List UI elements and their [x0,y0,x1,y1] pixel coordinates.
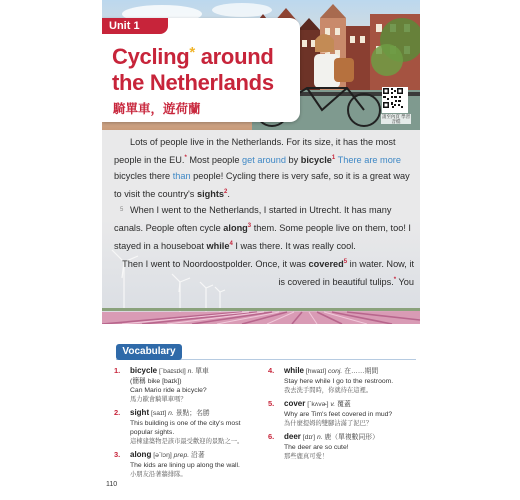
footnote-marker-star: * [184,155,187,161]
phrase-there-are-more: There are more [337,155,401,166]
title-line-2: the Netherlands [112,70,274,95]
p3-text-1: Then I went to Noordoostpolder. Once, it was [122,259,309,270]
vocabulary-part-of-speech: n. [168,410,174,417]
title-chinese: 騎單車，遊荷蘭 [113,102,201,116]
vocabulary-part-of-speech: prep. [173,452,190,459]
p1-text-5: bicycles there [114,171,173,182]
title-line-1 [112,44,274,70]
vocab-word-along: along [223,223,248,234]
vocabulary-pronunciation: [dɪr] [300,434,317,441]
vocabulary-entry [114,408,266,446]
p1-text-1: Lots of people live in the Netherlands. For its size, it has the most people in the EU. [114,137,396,166]
example-sentence: The kids are lining up along the wall. [130,462,240,469]
phrase-get-around: get around [242,155,286,166]
vocabulary-word: sight [130,408,150,417]
vocabulary-entry-heading [284,399,420,410]
example-sentence: Stay here while I go to the restroom. [284,378,394,385]
vocab-word-sights: sights [196,189,225,200]
vocab-word-while: while [206,241,230,252]
example-translation: 馬力歐會騎單車嗎？ [130,396,187,403]
vocabulary-translation: 覆蓋 [335,401,351,408]
footnote-marker-1: 1 [331,155,336,161]
p2-text-3: I was there. It was really cool. [232,241,356,252]
vocabulary-divider [116,359,416,360]
vocabulary-entry-number: 5. [268,399,275,408]
vocabulary-translation: 鹿（單複數同形） [322,434,379,441]
vocabulary-translation: 景點；名勝 [173,410,210,417]
vocabulary-part-of-speech: conj. [327,368,343,375]
vocabulary-word: while [284,366,305,375]
vocabulary-pronunciation: [hwaɪl] [304,368,328,375]
vocabulary-part-of-speech: n. [187,368,194,375]
vocabulary-word: deer [284,432,301,441]
vocabulary-entry-number: 4. [268,366,275,375]
example-translation: 那些鹿真可愛！ [284,453,329,460]
vocab-word-covered: covered [308,259,344,270]
footnote-marker-2: 2 [224,189,228,196]
example-translation: 我去洗手間時，你就待在這裡。 [284,387,373,394]
vocabulary-heading: Vocabulary [116,344,182,360]
paragraph-1 [114,134,414,202]
title-footnote-star: * [189,44,195,61]
p3-text-3: You [396,277,414,288]
vocabulary-entry-number: 6. [268,432,275,441]
title-card [102,18,300,122]
vocabulary-entry-heading [284,432,420,443]
vocabulary-entry-heading [284,366,420,377]
unit-label: Unit 1 [102,18,168,34]
vocabulary-entry-heading [130,408,266,419]
vocabulary-entry [114,450,266,479]
example-translation: 小朋友沿著牆排隊。 [130,471,187,478]
vocabulary-entry [114,366,266,404]
vocabulary-entry-heading [130,450,266,461]
paragraph-2 [114,202,414,254]
vocabulary-translation: 單車 [193,368,209,375]
vocabulary-part-of-speech: v. [330,401,336,408]
vocabulary-pronunciation: [ˋbaɪsɪkḷ] [157,368,188,375]
vocabulary-pronunciation: [əˋlɔŋ] [151,452,174,459]
paragraph-3 [114,254,414,290]
example-translation: 這棟建築物是該市最受歡迎的景點之一。 [130,438,244,445]
vocabulary-note: (簡稱 bike [baɪk]) [130,378,182,385]
vocabulary-part-of-speech: n. [316,434,323,441]
vocabulary-entry-number: 2. [114,408,121,417]
vocabulary-translation: 沿著 [189,452,205,459]
vocabulary-word: bicycle [130,366,158,375]
p1-text-6: people! Cycling there is very safe, so it is a great way to visit the country's [114,171,410,200]
vocabulary-column-left [114,366,266,483]
example-sentence: The deer are so cute! [284,444,349,451]
example-sentence: popular sights. [130,429,175,436]
footnote-marker-star-2: * [393,277,397,284]
reading-article [102,130,420,324]
line-number: 5 [120,207,124,213]
example-sentence: Why are Tim's feet covered in mud? [284,411,393,418]
title-word-cycling: Cycling [112,44,190,69]
p1-text-2: Most people [186,155,243,166]
vocabulary-word: along [130,450,152,459]
vocabulary-entry [268,366,420,395]
footnote-marker-4: 4 [229,241,233,248]
page-number: 110 [106,481,118,488]
vocabulary-word: cover [284,399,306,408]
vocabulary-translation: 在……期間 [342,368,379,375]
footnote-marker-5: 5 [343,259,348,265]
vocabulary-entry [268,399,420,428]
p2-text-2: them. Some people live on them, too! I stayed in a houseboat [114,223,411,252]
p1-text-7: . [227,189,230,200]
vocabulary-entry [268,432,420,461]
vocabulary-entry-number: 1. [114,366,121,375]
vocabulary-entry-heading [130,366,266,377]
vocabulary-pronunciation: [ˋkʌvɚ] [305,401,331,408]
example-sentence: This building is one of the city's most [130,420,241,427]
qr-caption: 請至內頁 學習音檔 [381,114,411,124]
header-photo [102,0,420,130]
footnote-marker-3: 3 [247,223,252,229]
example-sentence: Can Mario ride a bicycle? [130,387,207,394]
vocab-word-bicycle: bicycle [300,155,332,166]
phrase-than: than [172,171,191,182]
qr-code-icon[interactable] [382,87,408,113]
p3-text-2: in water. Now, it is covered in beautiful tulips. [278,259,414,288]
p1-text-3: by [285,155,301,166]
vocabulary-column-right [268,366,420,465]
vocabulary-pronunciation: [saɪt] [149,410,169,417]
p2-text-1: When I went to the Netherlands, I started in Utrecht. It has many canals. People often cycle [114,205,392,234]
textbook-page [102,0,420,500]
vocabulary-entry-number: 3. [114,450,121,459]
title-word-around: around [194,44,274,69]
example-translation: 為什麼提姆的雙腳沾滿了泥巴？ [284,420,373,427]
